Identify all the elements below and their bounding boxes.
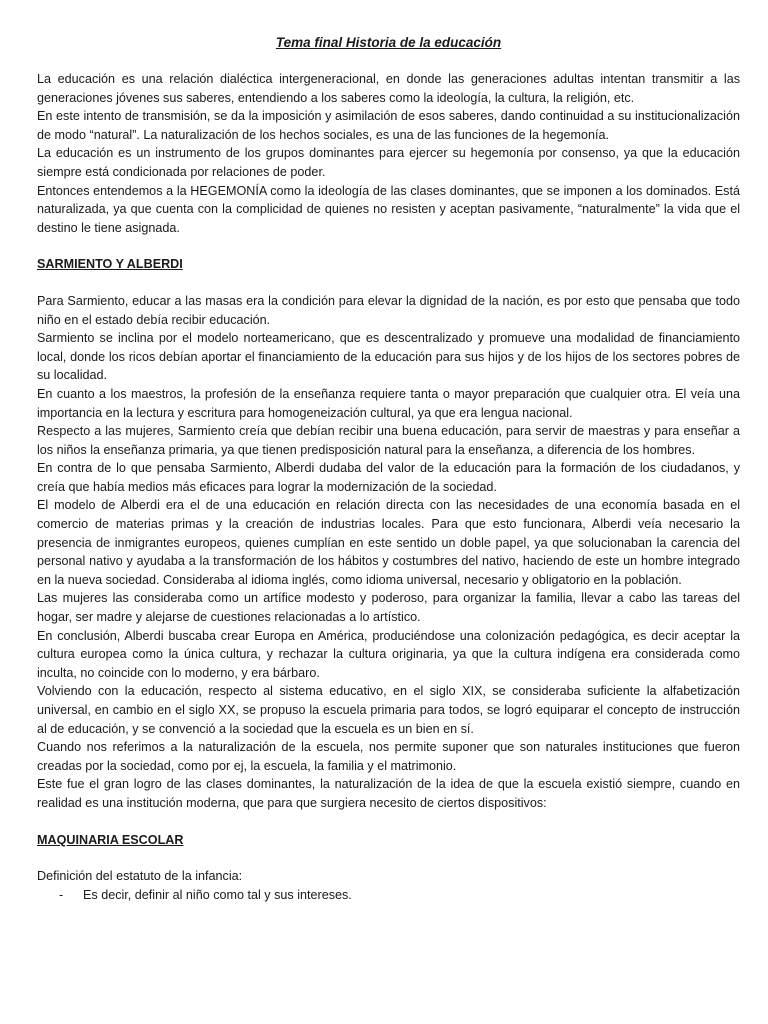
section1-paragraph-4: Respecto a las mujeres, Sarmiento creía que debían recibir una buena educación, para servir de maestras y para enseñar a los niños la enseñanza primaria, ya que tienen predisposición natural para la enseñanza, a diferencia de los hombres. bbox=[37, 424, 740, 457]
section1-paragraph-6: El modelo de Alberdi era el de una educación en relación directa con las necesidades de una economía basada en el comercio de materias primas y la creación de industrias locales. Para que esto funcionara, Alberdi veía necesario la presencia de inmigrantes europeos, quienes cumplían en este sentido un doble papel, ya que solucionaban la carencia del personal nativo y ayudaba a la transformación de los hábitos y costumbres del nativo, haciendo de este un hombre integrado en la nueva sociedad. Consideraba al idioma inglés, como idioma universal, necesario y obligatorio en la población. bbox=[37, 498, 740, 587]
section2-subheading: Definición del estatuto de la infancia: bbox=[37, 869, 243, 884]
section1-paragraph-11: Este fue el gran logro de las clases dominantes, la naturalización de la idea de que la escuela existió siempre, cuando en realidad es una institución moderna, que para que surgiera necesito de ciertos dispositivos: bbox=[37, 777, 740, 810]
section1-paragraph-7: Las mujeres las consideraba como un artífice modesto y poderoso, para organizar la familia, llevar a cabo las tareas del hogar, ser madre y alejarse de cuestiones relacionadas a lo artístico. bbox=[37, 591, 740, 625]
section1-paragraph-1: Para Sarmiento, educar a las masas era la condición para elevar la dignidad de la nación, es por esto que pensaba que todo niño en el estado debía recibir educación. bbox=[37, 293, 740, 327]
intro-paragraph-2: En este intento de transmisión, se da la imposición y asimilación de esos saberes, dando continuidad a su institucionalización de modo “natural”. La naturalización de los hechos sociales, es una de las funciones de la hegemonía. bbox=[37, 109, 740, 142]
section1-paragraph-3: En cuanto a los maestros, la profesión de la enseñanza requiere tanta o mayor preparación que cualquier otra. El veía una importancia en la lectura y escritura para homogeneización cultural, ya que era lengua nacional. bbox=[37, 386, 740, 420]
bullet-list bbox=[37, 886, 740, 905]
bullet-marker: - bbox=[59, 887, 64, 902]
intro-paragraph-3: La educación es un instrumento de los grupos dominantes para ejercer su hegemonía por consenso, ya que la educación siempre está condicionada por relaciones de poder. bbox=[37, 146, 740, 179]
intro-paragraph-1: La educación es una relación dialéctica intergeneracional, en donde las generaciones adultas intentan transmitir a las generaciones jóvenes sus saberes, entendiendo a los saberes como la ideología, la cultura, la religión, etc. bbox=[37, 72, 740, 105]
list-item-text: Es decir, definir al niño como tal y sus intereses. bbox=[83, 887, 352, 902]
section1-paragraph-5: En contra de lo que pensaba Sarmiento, Alberdi dudaba del valor de la educación para la formación de los ciudadanos, y creía que había medios más eficaces para lograr la modernización de la sociedad. bbox=[37, 461, 740, 494]
section-heading-sarmiento-alberdi: SARMIENTO Y ALBERDI bbox=[37, 257, 183, 272]
section1-paragraph-2: Sarmiento se inclina por el modelo norteamericano, que es descentralizado y promueve una modalidad de financiamiento local, donde los ricos debían aportar el financiamiento de la educación para sus hijos y de los hijos de los sectores pobres de su localidad. bbox=[37, 331, 740, 383]
section-heading-maquinaria-escolar: MAQUINARIA ESCOLAR bbox=[37, 832, 184, 847]
list-item bbox=[37, 886, 740, 905]
section1-paragraph-10: Cuando nos referimos a la naturalización de la escuela, nos permite suponer que son naturales instituciones que fueron creadas por la sociedad, como por ej, la escuela, la familia y el matrimonio. bbox=[37, 740, 740, 773]
intro-paragraph-4: Entonces entendemos a la HEGEMONÍA como la ideología de las clases dominantes, que se imponen a los dominados. Está naturalizada, ya que cuenta con la complicidad de quienes no resisten y aceptan pasivamente, “naturalmente” la vida que el destino le tiene asignada. bbox=[37, 183, 740, 235]
document-title: Tema final Historia de la educación bbox=[275, 35, 502, 50]
section1-paragraph-9: Volviendo con la educación, respecto al sistema educativo, en el siglo XIX, se consideraba suficiente la alfabetización universal, en cambio en el siglo XX, se propuso la escuela primaria para todos, se logró equiparar el concepto de instrucción al de educación, y se convenció a la sociedad que la escuela es un bien en sí. bbox=[37, 684, 740, 736]
section1-paragraph-8: En conclusión, Alberdi buscaba crear Europa en América, produciéndose una colonización pedagógica, es decir aceptar la cultura europea como la única cultura, y rechazar la cultura originaria, ya que la cultura indígena era considerada como inculta, no coincide con lo moderno, y era bárbaro. bbox=[37, 628, 740, 680]
